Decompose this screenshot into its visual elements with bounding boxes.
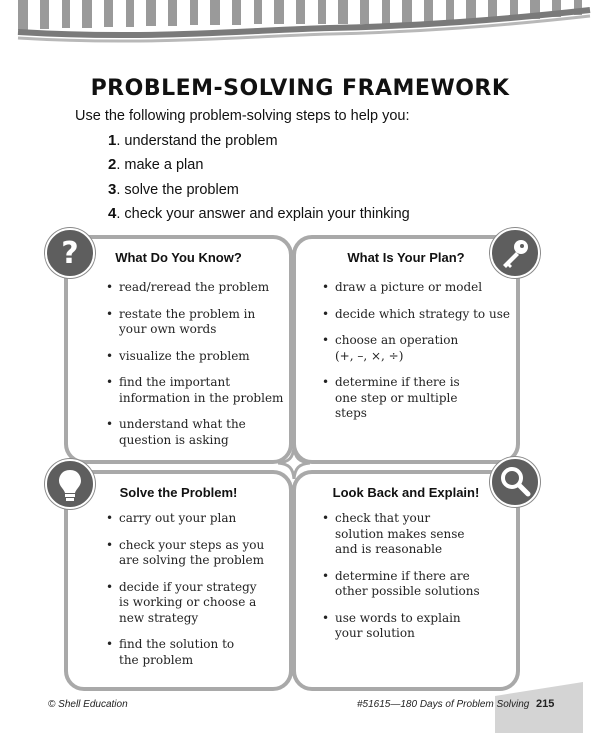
magnifying-glass-icon [490, 457, 540, 507]
list-item: • determine if there is one step or multiple steps [322, 375, 485, 422]
list-item: • find the important information in the problem [106, 375, 286, 406]
step-text: . check your answer and explain your thinking [116, 205, 410, 222]
panel-list [322, 280, 512, 433]
lightbulb-icon [45, 459, 95, 509]
step-item [108, 132, 410, 156]
panel-solve-the-problem [64, 470, 293, 691]
list-item: • check that your solution makes sense and is reasonable [322, 511, 482, 558]
list-item: • find the solution to the problem [106, 637, 239, 668]
panel-list [322, 511, 482, 653]
step-number: 2 [108, 156, 117, 174]
list-item: • decide which strategy to use [322, 307, 512, 323]
list-item: • restate the problem in your own words [106, 307, 286, 338]
list-item: • understand what the question is asking [106, 417, 286, 448]
step-item [108, 205, 410, 229]
panel-what-is-your-plan [292, 235, 520, 464]
step-item [108, 156, 410, 180]
panel-title: What Do You Know? [115, 250, 242, 265]
step-text: . make a plan [116, 157, 204, 174]
panel-what-do-you-know [64, 235, 293, 464]
step-number: 4 [108, 204, 117, 222]
list-item: • determine if there are other possible solutions [322, 569, 482, 600]
panel-title: Solve the Problem! [119, 485, 238, 500]
svg-text:?: ? [61, 236, 79, 271]
top-decorative-band [0, 0, 600, 48]
step-item [108, 181, 410, 205]
panel-title: Look Back and Explain! [332, 485, 480, 500]
stripe-pattern [0, 0, 600, 48]
panel-list [106, 511, 286, 679]
panel-list [106, 280, 286, 459]
book-title-text: #51615—180 Days of Problem Solving [357, 699, 530, 710]
list-item: • visualize the problem [106, 349, 286, 365]
key-icon [490, 228, 540, 278]
list-item: • read/reread the problem [106, 280, 286, 296]
list-item: • use words to explain your solution [322, 611, 465, 642]
list-item: • check your steps as you are solving the problem [106, 538, 286, 569]
list-item: • carry out your plan [106, 511, 286, 527]
step-number: 1 [108, 132, 117, 149]
copyright-text: © Shell Education [48, 699, 128, 710]
list-item: • choose an operation (+, –, ×, ÷) [322, 333, 475, 364]
list-item: • draw a picture or model [322, 280, 512, 296]
page-title: PROBLEM-SOLVING FRAMEWORK [90, 76, 510, 101]
page-number: 215 [536, 698, 555, 710]
step-text: . understand the problem [116, 133, 278, 149]
list-item: • decide if your strategy is working or choose a new strategy [106, 580, 259, 627]
question-mark-icon [45, 228, 95, 278]
panel-look-back-and-explain [292, 470, 520, 691]
steps-list [108, 132, 410, 229]
star-connector-icon [278, 447, 310, 479]
panel-title: What Is Your Plan? [347, 250, 465, 265]
step-text: . solve the problem [116, 181, 239, 198]
intro-text: Use the following problem-solving steps to help you: [75, 108, 410, 124]
step-number: 3 [108, 180, 117, 198]
